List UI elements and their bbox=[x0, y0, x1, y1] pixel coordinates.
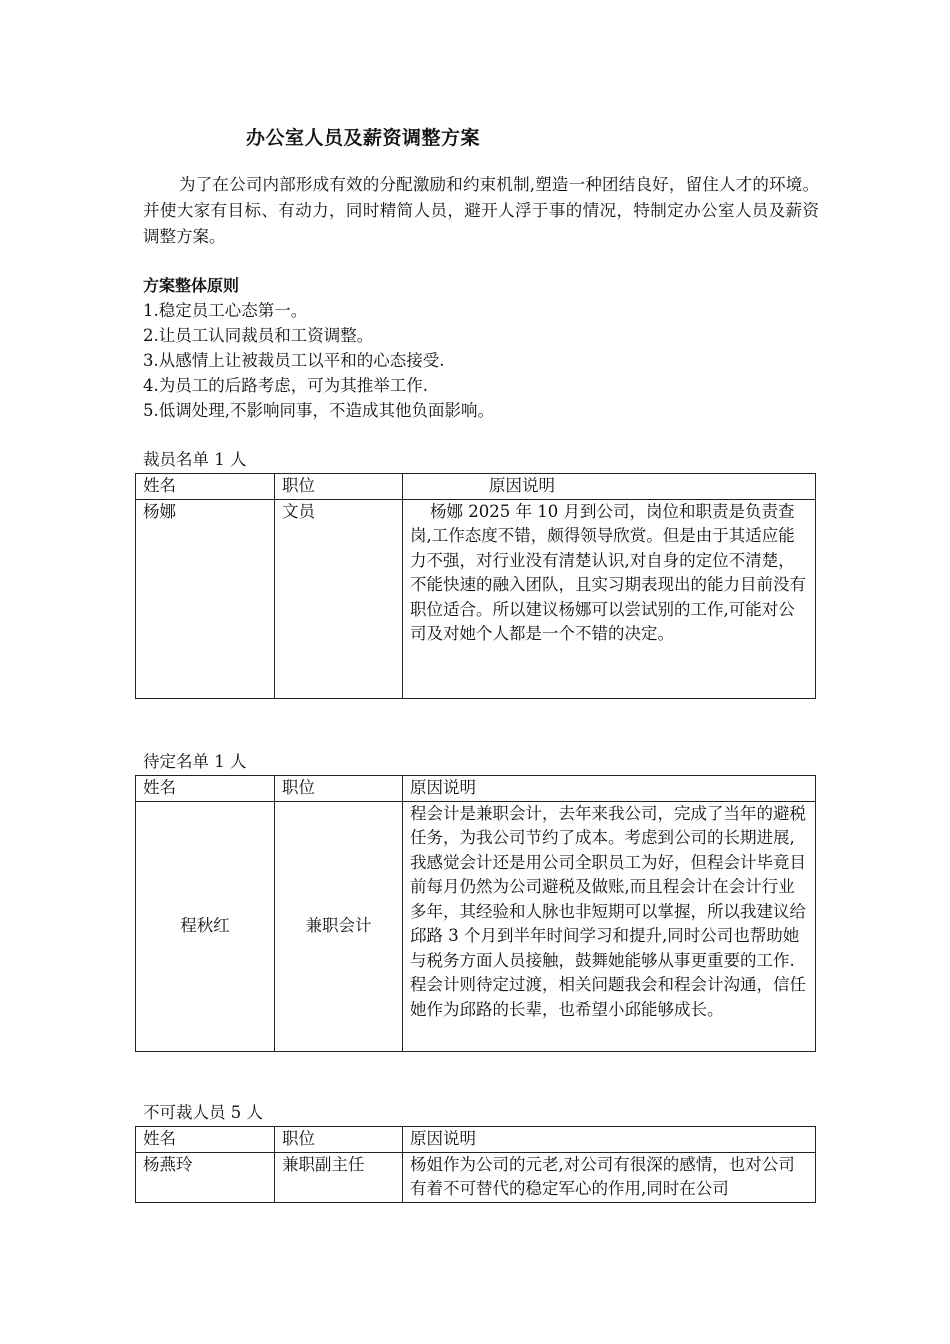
principle-item: 1.稳定员工心态第一。 bbox=[143, 301, 308, 320]
table-header-row bbox=[136, 1127, 816, 1153]
principles-list bbox=[143, 298, 494, 423]
cell-position: 兼职副主任 bbox=[275, 1152, 403, 1202]
table-row bbox=[136, 1152, 816, 1202]
table-header-row bbox=[136, 776, 816, 802]
header-reason: 原因说明 bbox=[403, 474, 816, 500]
pending-caption: 待定名单 1 人 bbox=[143, 752, 247, 771]
cell-reason: 杨姐作为公司的元老,对公司有很深的感情，也对公司有着不可替代的稳定军心的作用,同时在公司 bbox=[403, 1152, 816, 1202]
header-position: 职位 bbox=[275, 474, 403, 500]
cell-name: 程秋红 bbox=[136, 801, 275, 1051]
header-name: 姓名 bbox=[136, 776, 275, 802]
cell-name: 杨燕玲 bbox=[136, 1152, 275, 1202]
cell-position: 兼职会计 bbox=[275, 801, 403, 1051]
header-position: 职位 bbox=[275, 776, 403, 802]
layoff-table bbox=[135, 473, 816, 699]
cell-reason: 程会计是兼职会计，去年来我公司，完成了当年的避税任务，为我公司节约了成本。考虑到公司的长期进展,我感觉会计还是用公司全职员工为好，但程会计毕竟目前每月仍然为公司避税及做账,而且程会计在会计行业多年，其经验和人脉也非短期可以掌握，所以我建议给邱路 3 个月到半年时间学习和提升,同时公司也帮助她与税务方面人员接触，鼓舞她能够从事更重要的工作.程会计则待定过渡，相关问题我会和程会计沟通，信任她作为邱路的长辈，也希望小邱能够成长。 bbox=[403, 801, 816, 1051]
header-reason: 原因说明 bbox=[403, 776, 816, 802]
header-reason: 原因说明 bbox=[403, 1127, 816, 1153]
header-name: 姓名 bbox=[136, 1127, 275, 1153]
retain-table bbox=[135, 1126, 816, 1203]
principle-item: 2.让员工认同裁员和工资调整。 bbox=[143, 326, 374, 345]
principle-item: 5.低调处理,不影响同事，不造成其他负面影响。 bbox=[143, 401, 494, 420]
document-title: 办公室人员及薪资调整方案 bbox=[246, 127, 481, 149]
layoff-caption: 裁员名单 1 人 bbox=[143, 450, 247, 469]
table-row bbox=[136, 801, 816, 1051]
principles-heading: 方案整体原则 bbox=[143, 276, 240, 295]
header-position: 职位 bbox=[275, 1127, 403, 1153]
retain-caption: 不可裁人员 5 人 bbox=[143, 1103, 263, 1122]
header-name: 姓名 bbox=[136, 474, 275, 500]
table-header-row bbox=[136, 474, 816, 500]
principle-item: 3.从感情上让被裁员工以平和的心态接受. bbox=[143, 351, 445, 370]
cell-reason: 杨娜 2025 年 10 月到公司，岗位和职责是负责查岗,工作态度不错，颇得领导欣赏。但是由于其适应能力不强，对行业没有清楚认识,对自身的定位不清楚，不能快速的融入团队，且实习期表现出的能力目前没有职位适合。所以建议杨娜可以尝试别的工作,可能对公司及对她个人都是一个不错的决定。 bbox=[403, 499, 816, 698]
table-row bbox=[136, 499, 816, 698]
pending-table bbox=[135, 775, 816, 1052]
cell-name: 杨娜 bbox=[136, 499, 275, 698]
principle-item: 4.为员工的后路考虑，可为其推举工作. bbox=[143, 376, 428, 395]
intro-paragraph: 为了在公司内部形成有效的分配激励和约束机制,塑造一种团结良好，留住人才的环境。并使大家有目标、有动力，同时精简人员，避开人浮于事的情况，特制定办公室人员及薪资调整方案。 bbox=[143, 175, 819, 246]
cell-position: 文员 bbox=[275, 499, 403, 698]
